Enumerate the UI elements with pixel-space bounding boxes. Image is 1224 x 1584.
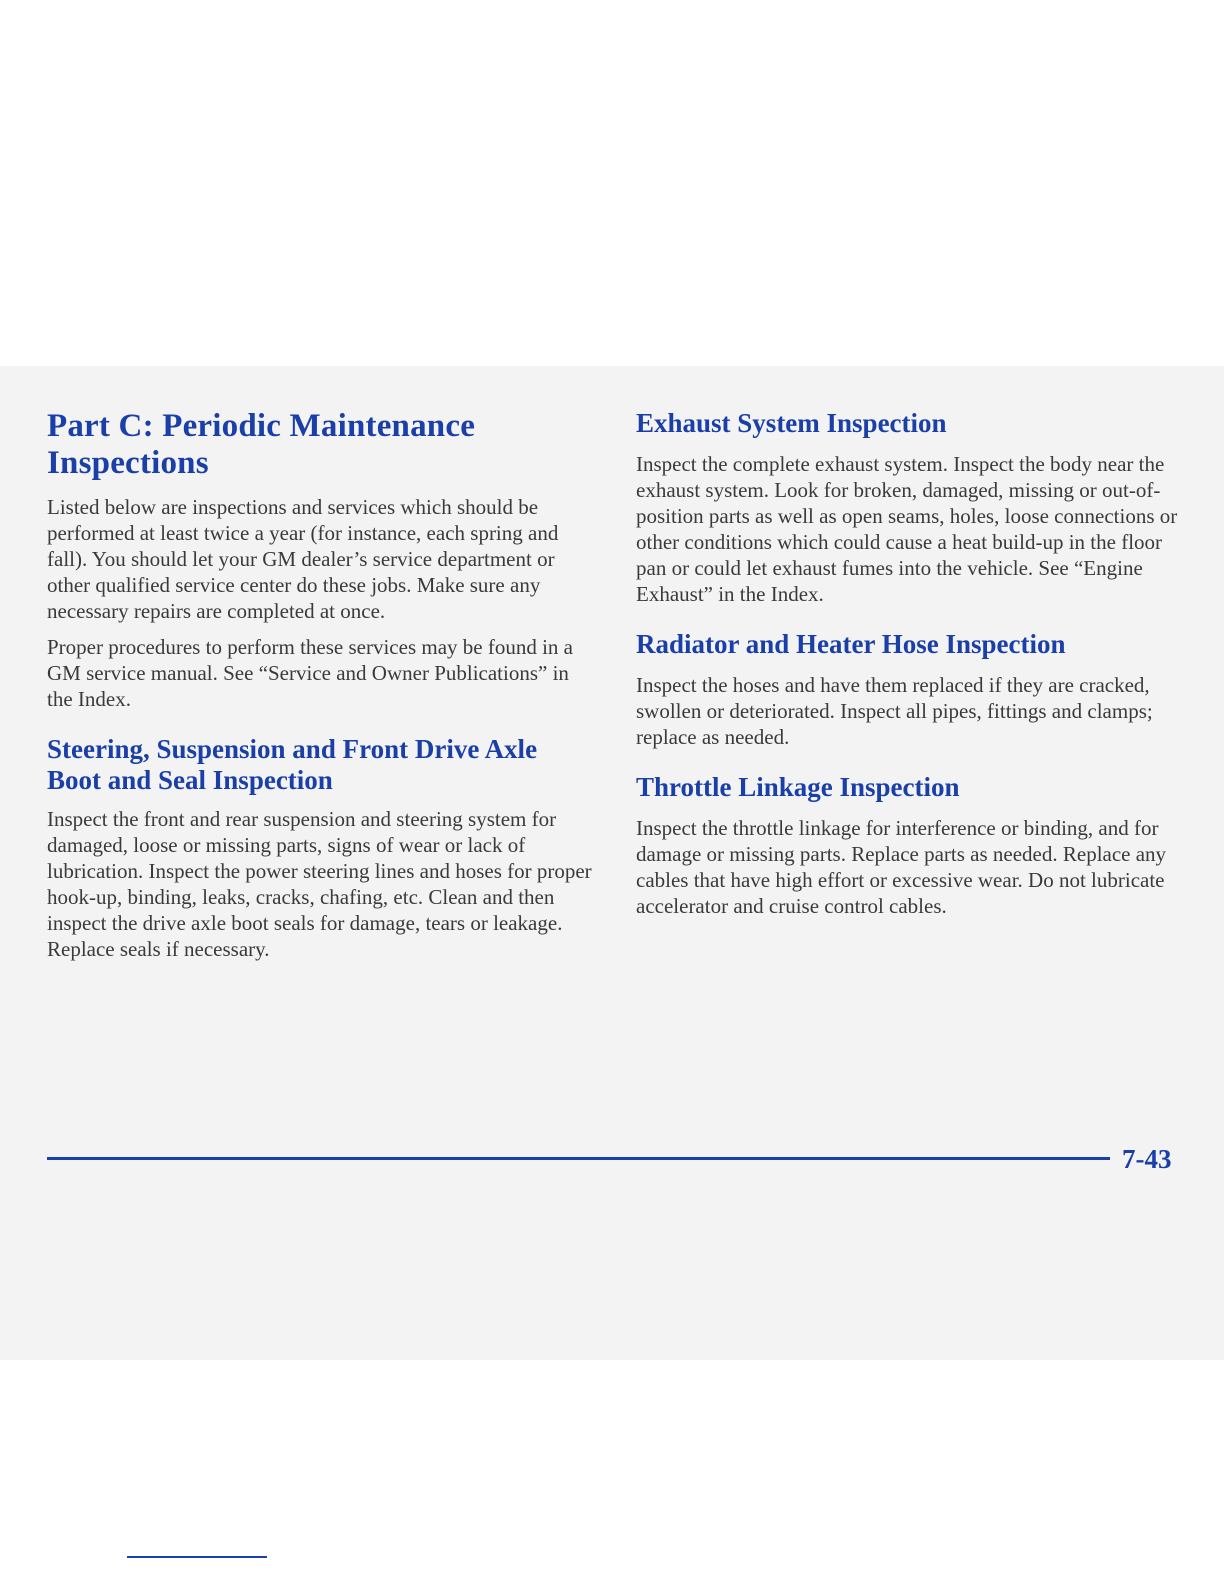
throttle-linkage-inspection-heading: Throttle Linkage Inspection (636, 772, 960, 802)
throttle-linkage-inspection-body: Inspect the throttle linkage for interference or binding, and for damage or missing parts. Replace parts as needed. Replace any cables that have high effort or excessive wear. Do not lubricate accelerator and cruise control cables. (636, 816, 1167, 918)
intro-paragraph-2: Proper procedures to perform these services may be found in a GM service manual. See “Service and Owner Publications” in the Index. (47, 635, 573, 711)
footer-rule (47, 1157, 1110, 1160)
part-title: Part C: Periodic Maintenance Inspections (47, 408, 476, 481)
left-column (47, 408, 595, 972)
right-column (636, 408, 1192, 929)
page-number: 7-43 (1122, 1144, 1172, 1174)
radiator-hose-inspection-body: Inspect the hoses and have them replaced if they are cracked, swollen or deteriorated. Inspect all pipes, fittings and clamps; replace as needed. (636, 673, 1153, 749)
steering-inspection-heading: Steering, Suspension and Front Drive Axle Boot and Seal Inspection (47, 734, 538, 795)
intro-paragraph-1: Listed below are inspections and services which should be performed at least twice a year (for instance, each spring and fall). You should let your GM dealer’s service department or other qualified service center do these jobs. Make sure any necessary repairs are completed at once. (47, 495, 559, 623)
exhaust-inspection-heading: Exhaust System Inspection (636, 408, 947, 438)
steering-inspection-body: Inspect the front and rear suspension and steering system for damaged, loose or missing parts, signs of wear or lack of lubrication. Inspect the power steering lines and hoses for proper hook-up, binding, leaks, cracks, chafing, etc. Clean and then inspect the drive axle boot seals for damage, tears or leakage. Replace seals if necessary. (47, 807, 592, 961)
radiator-hose-inspection-heading: Radiator and Heater Hose Inspection (636, 629, 1066, 659)
bottom-edge-mark (127, 1556, 267, 1558)
exhaust-inspection-body: Inspect the complete exhaust system. Inspect the body near the exhaust system. Look for broken, damaged, missing or out-of-position parts as well as open seams, holes, loose connections or other conditions which could cause a heat build-up in the floor pan or could let exhaust fumes into the vehicle. See “Engine Exhaust” in the Index. (636, 452, 1178, 606)
